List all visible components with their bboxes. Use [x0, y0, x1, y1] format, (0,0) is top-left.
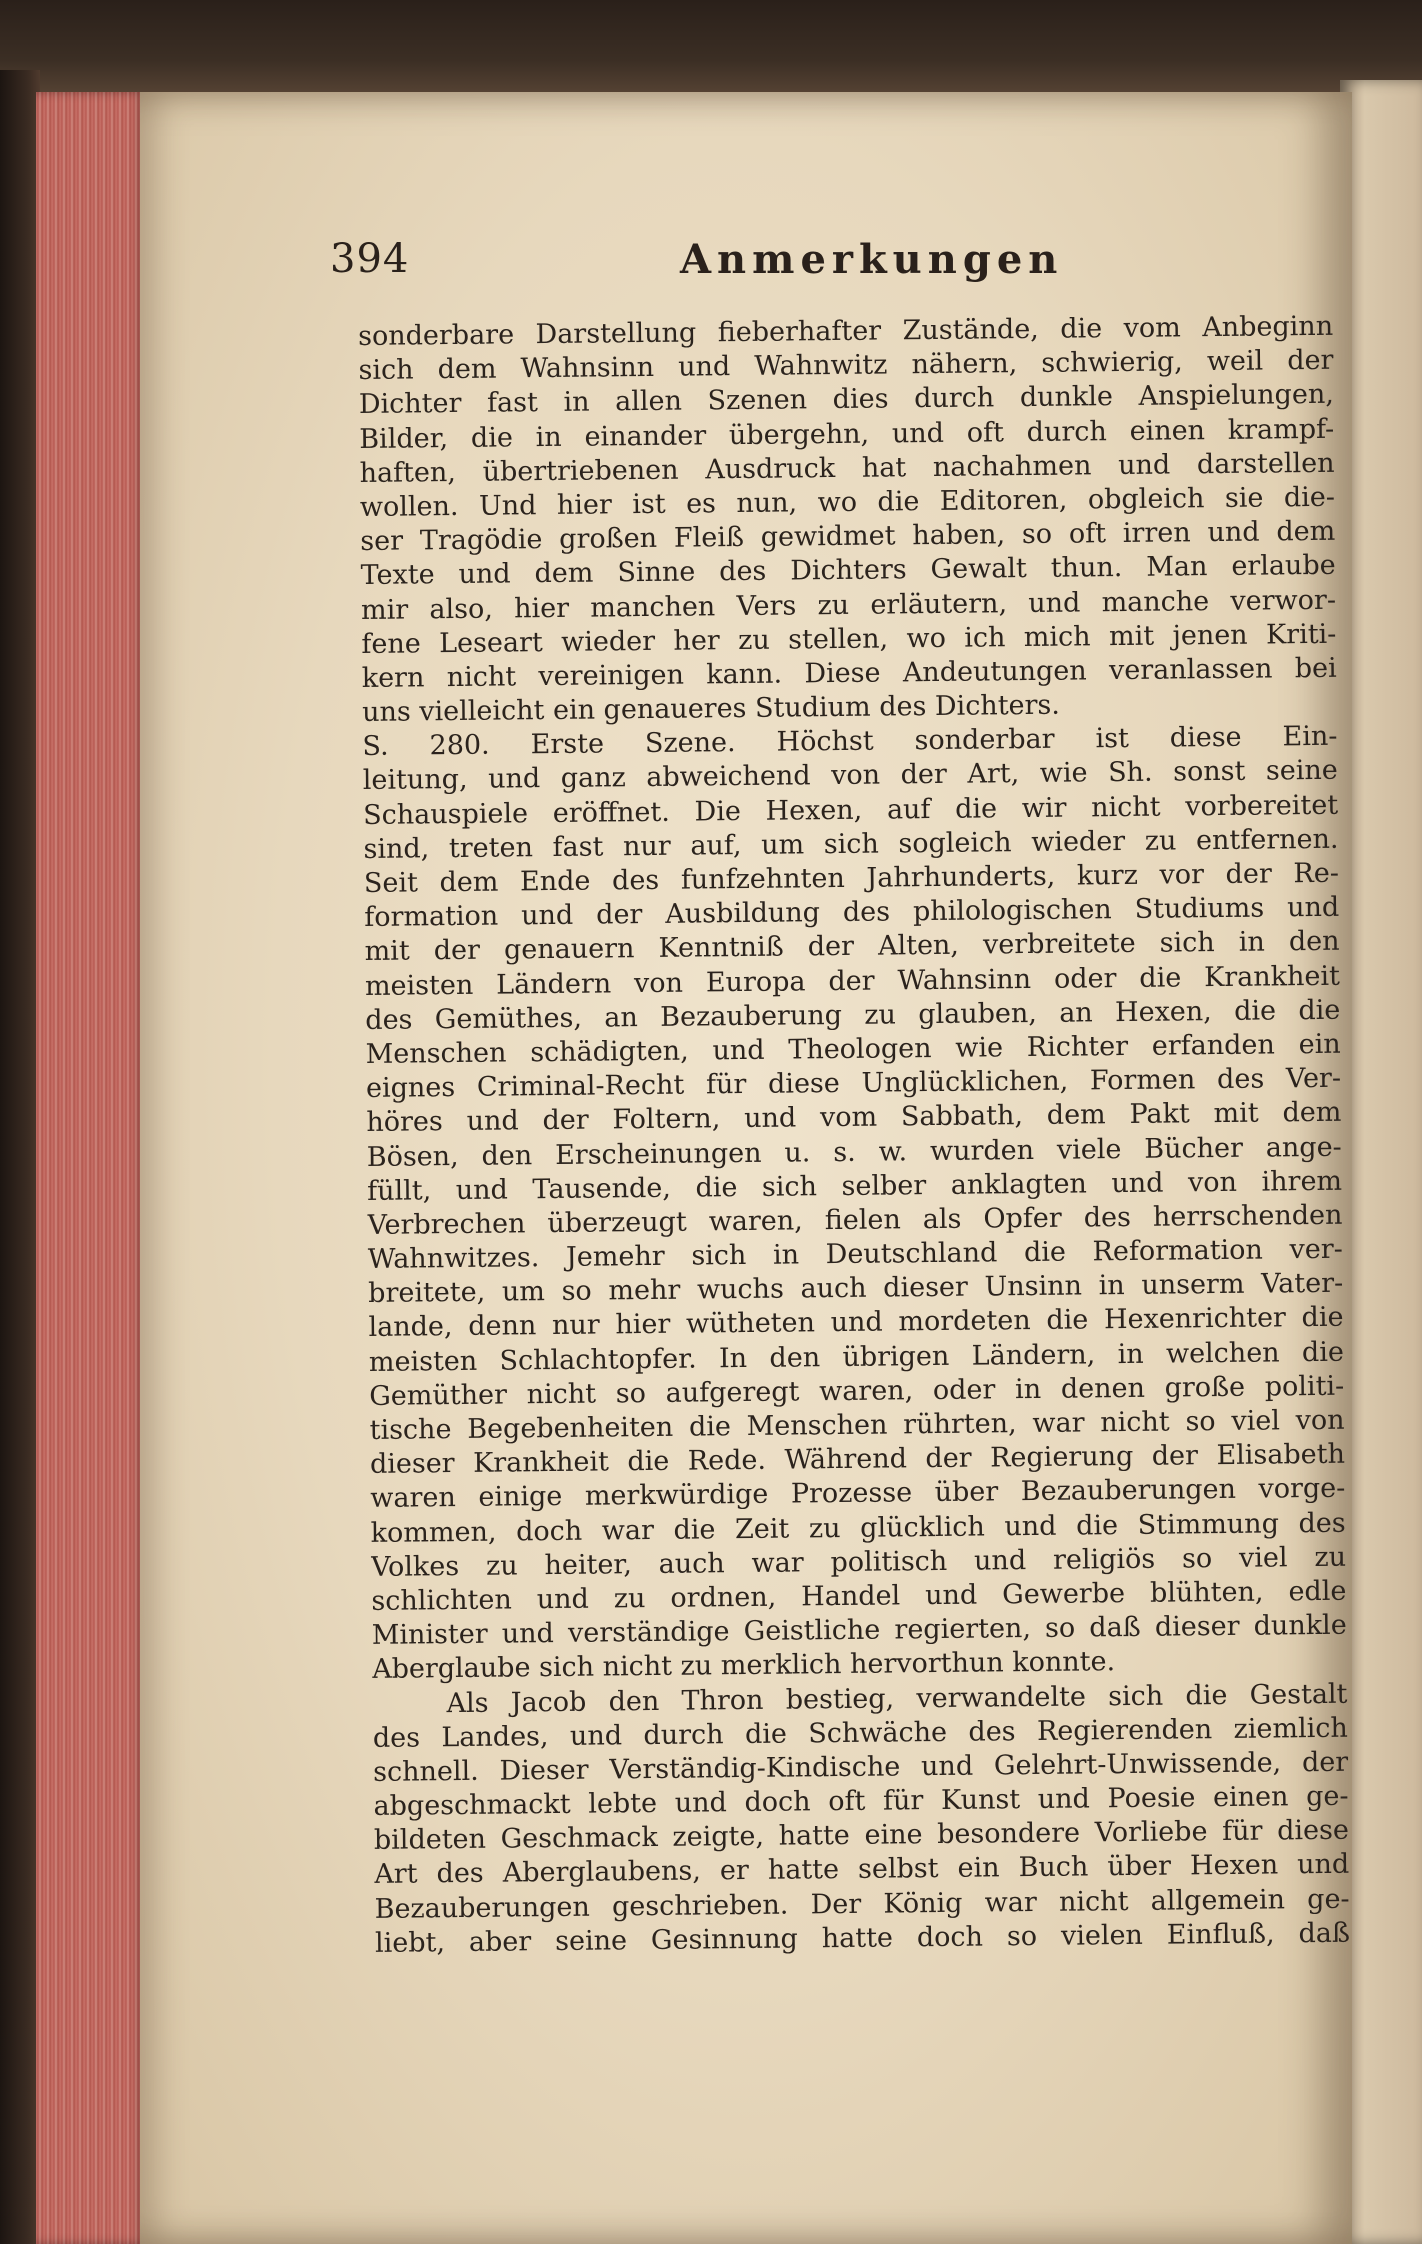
book-cover-left — [0, 70, 40, 2244]
text-line: Art des Aberglaubens, er hatte selbst ein Buch über Hexen und — [374, 1849, 1350, 1891]
text-line: meisten Ländern von Europa der Wahnsinn oder die Krankheit — [364, 960, 1341, 1002]
text-line: kern nicht vereinigen kann. Diese Andeutungen veranlassen bei — [361, 652, 1337, 694]
text-line: des Landes, und durch die Schwäche des Regierenden ziemlich — [372, 1712, 1348, 1754]
text-line: Bilder, die in einander übergehn, und oft durch einen krampf- — [359, 413, 1335, 455]
text-line: Bösen, den Erscheinungen u. s. w. wurden viele Bücher ange- — [366, 1131, 1342, 1173]
text-line: Menschen schädigten, und Theologen wie Richter erfanden ein — [365, 1028, 1341, 1070]
text-line: kommen, doch war die Zeit zu glücklich und die Stimmung des — [370, 1507, 1346, 1549]
running-head: Anmerkungen — [680, 236, 1064, 283]
text-line: formation und der Ausbildung des philologischen Studiums und — [364, 891, 1340, 934]
page-edges — [36, 92, 146, 2244]
text-line: Dichter fast in allen Szenen dies durch dunkle Anspielungen, — [358, 379, 1334, 421]
facing-page-edge — [1340, 80, 1422, 2244]
text-line: fene Leseart wieder her zu stellen, wo ich mich mit jenen Kriti- — [361, 618, 1337, 660]
text-line: füllt, und Tausende, die sich selber anklagten und von ihrem — [366, 1165, 1343, 1207]
text-line: schnell. Dieser Verständig-Kindische und Gelehrt-Unwissende, der — [373, 1746, 1349, 1788]
text-line: Gemüther nicht so aufgeregt waren, oder in denen große politi- — [369, 1370, 1345, 1412]
text-line: uns vielleicht ein genaueres Studium des Dichters. — [361, 689, 1061, 729]
text-line: sind, treten fast nur auf, um sich sogleich wieder zu entfernen. — [363, 823, 1339, 865]
text-line: Seit dem Ende des funfzehnten Jahrhunderts, kurz vor der Re- — [363, 857, 1340, 899]
book-cover-top — [0, 0, 1422, 100]
text-line: schlichten und zu ordnen, Handel und Gewerbe blühten, edle — [371, 1575, 1347, 1617]
text-line: Minister und verständige Geistliche regierten, so daß dieser dunkle — [371, 1609, 1347, 1652]
text-line: ser Tragödie großen Fleiß gewidmet haben, so oft irren und dem — [360, 515, 1336, 558]
text-line: tische Begebenheiten die Menschen rührten, war nicht so viel von — [369, 1404, 1345, 1446]
text-body — [358, 310, 1350, 1961]
page-header — [200, 226, 1300, 296]
text-line: Verbrechen überzeugt waren, fielen als Opfer des herrschenden — [367, 1199, 1343, 1241]
text-line: Schauspiele eröffnet. Die Hexen, auf die wir nicht vorbereitet — [363, 789, 1339, 831]
text-line: Texte und dem Sinne des Dichters Gewalt thun. Man erlaube — [360, 550, 1336, 592]
text-line: eignes Criminal-Recht für diese Unglücklichen, Formen des Ver- — [365, 1062, 1342, 1105]
text-line: wollen. Und hier ist es nun, wo die Editoren, obgleich sie die- — [359, 481, 1336, 523]
text-line: sich dem Wahnsinn und Wahnwitz nähern, schwierig, weil der — [358, 344, 1334, 387]
text-line: leitung, und ganz abweichend von der Art, wie Sh. sonst seine — [362, 755, 1338, 797]
text-line: haften, übertriebenen Ausdruck hat nachahmen und darstellen — [359, 447, 1335, 489]
text-line: bildeten Geschmack zeigte, hatte eine besondere Vorliebe für diese — [373, 1814, 1350, 1857]
text-line: abgeschmackt lebte und doch oft für Kunst und Poesie einen ge- — [373, 1780, 1349, 1822]
page-number: 394 — [330, 236, 410, 282]
text-line: Aberglaube sich nicht zu merklich hervorthun konnte. — [371, 1646, 1116, 1686]
text-line: liebt, aber seine Gesinnung hatte doch so vielen Einfluß, daß — [374, 1917, 1351, 1959]
text-line: Als Jacob den Thron bestieg, verwandelte sich die Gestalt — [446, 1678, 1348, 1719]
text-line: waren einige merkwürdige Prozesse über Bezauberungen vorge- — [370, 1473, 1346, 1515]
text-line: meisten Schlachtopfer. In den übrigen Ländern, in welchen die — [368, 1336, 1345, 1378]
text-line: Wahnwitzes. Jemehr sich in Deutschland die Reformation ver- — [367, 1233, 1343, 1276]
text-line: mit der genauern Kenntniß der Alten, verbreitete sich in den — [364, 926, 1340, 968]
text-line: Bezauberungen geschrieben. Der König war nicht allgemein ge- — [374, 1883, 1350, 1925]
text-line: Volkes zu heiter, auch war politisch und religiös so viel zu — [370, 1541, 1347, 1583]
text-line: lande, denn nur hier wütheten und mordeten die Hexenrichter die — [368, 1302, 1344, 1344]
text-line: mir also, hier manchen Vers zu erläutern, und manche verwor- — [360, 584, 1337, 626]
text-line: breitete, um so mehr wuchs auch dieser Unsinn in unserm Vater- — [368, 1267, 1344, 1310]
text-line: des Gemüthes, an Bezauberung zu glauben, an Hexen, die die — [365, 994, 1341, 1036]
text-line: höres und der Foltern, und vom Sabbath, dem Pakt mit dem — [366, 1097, 1342, 1139]
text-line: dieser Krankheit die Rede. Während der Regierung der Elisabeth — [369, 1438, 1346, 1481]
text-line: sonderbare Darstellung fieberhafter Zustände, die vom Anbeginn — [358, 310, 1334, 352]
text-line: S. 280. Erste Szene. Höchst sonderbar ist diese Ein- — [362, 721, 1338, 763]
